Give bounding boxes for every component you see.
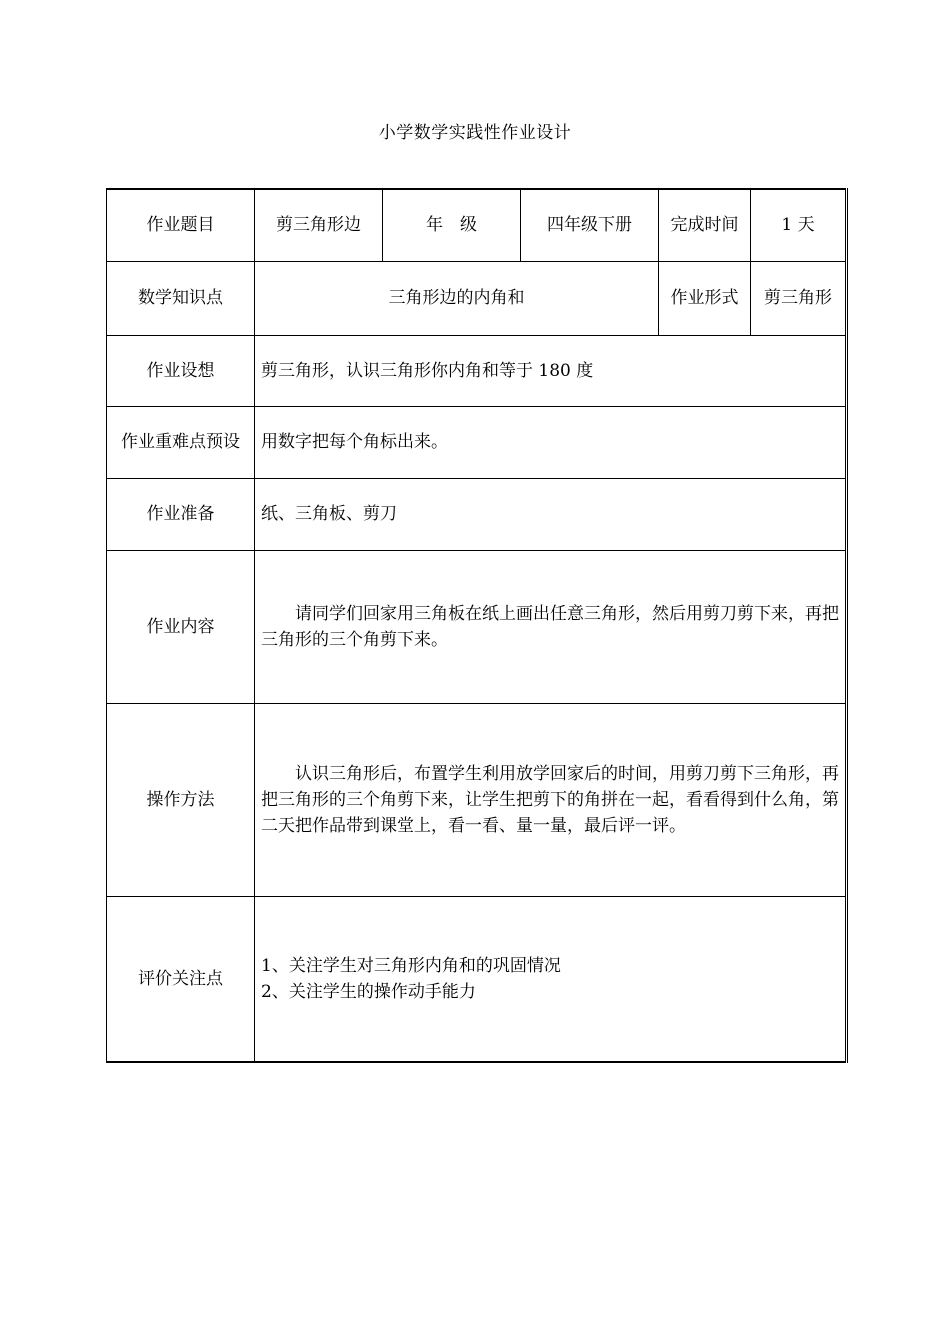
topic-label: 作业题目 [107, 189, 255, 261]
table-row-topic [107, 189, 847, 261]
difficulty-label: 作业重难点预设 [107, 406, 255, 478]
knowledge-label: 数学知识点 [107, 261, 255, 335]
topic-value: 剪三角形边 [255, 189, 383, 261]
table-row-preparation [107, 478, 847, 550]
method-label: 操作方法 [107, 703, 255, 896]
difficulty-value: 用数字把每个角标出来。 [255, 406, 847, 478]
content-cell [255, 550, 847, 703]
time-value: 1 天 [751, 189, 847, 261]
evaluation-item: 1、关注学生对三角形内角和的巩固情况 [261, 955, 561, 976]
page-title: 小学数学实践性作业设计 [378, 123, 572, 143]
content-label: 作业内容 [107, 550, 255, 703]
knowledge-value: 三角形边的内角和 [255, 261, 659, 335]
evaluation-cell [255, 896, 847, 1062]
preparation-label: 作业准备 [107, 478, 255, 550]
time-label: 完成时间 [659, 189, 751, 261]
table-row-difficulty [107, 406, 847, 478]
method-cell [255, 703, 847, 896]
method-value: 认识三角形后，布置学生利用放学回家后的时间，用剪刀剪下三角形，再把三角形的三个角剪下来，让学生把剪下的角拼在一起，看看得到什么角，第二天把作品带到课堂上，看一看、量一量，最后评一评。 [261, 763, 839, 836]
form-value: 剪三角形 [751, 261, 847, 335]
table-row-evaluation [107, 896, 847, 1062]
form-label: 作业形式 [659, 261, 751, 335]
idea-value: 剪三角形，认识三角形你内角和等于 180 度 [255, 335, 847, 406]
homework-design-table [106, 188, 848, 1063]
table-row-knowledge [107, 261, 847, 335]
evaluation-item: 2、关注学生的操作动手能力 [261, 981, 476, 1002]
evaluation-label: 评价关注点 [107, 896, 255, 1062]
grade-value: 四年级下册 [521, 189, 659, 261]
preparation-value: 纸、三角板、剪刀 [255, 478, 847, 550]
table-row-idea [107, 335, 847, 406]
table-row-content [107, 550, 847, 703]
content-value: 请同学们回家用三角板在纸上画出任意三角形，然后用剪刀剪下来，再把三角形的三个角剪下来。 [261, 603, 839, 650]
idea-label: 作业设想 [107, 335, 255, 406]
table-row-method [107, 703, 847, 896]
grade-label: 年 级 [383, 189, 521, 261]
